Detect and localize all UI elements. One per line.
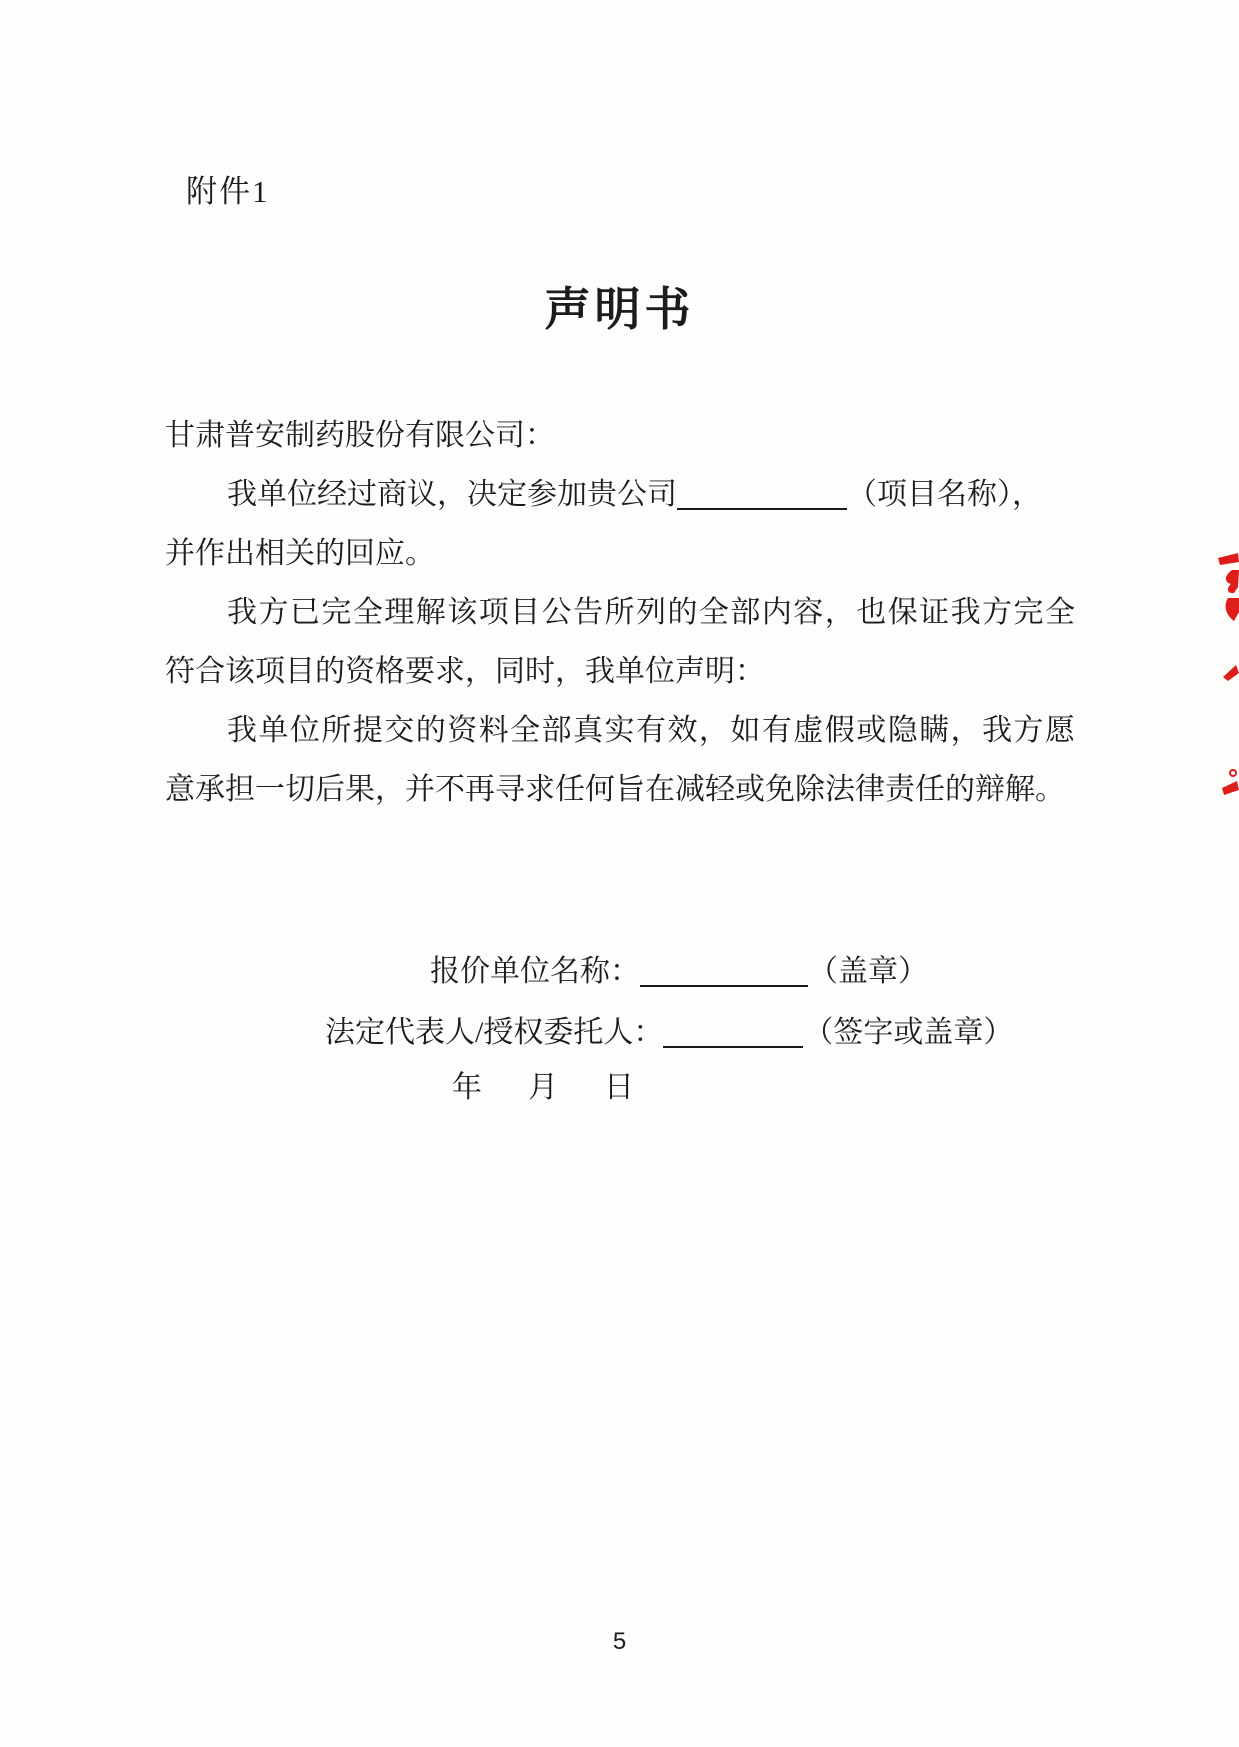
date-line: 年 月 日 bbox=[452, 1071, 642, 1104]
body-text: 我单位经过商议，决定参加贵公司 bbox=[227, 478, 677, 511]
body-line: 我单位所提交的资料全部真实有效，如有虚假或隐瞒，我方愿 bbox=[227, 714, 1075, 747]
attachment-label: 附件1 bbox=[186, 174, 270, 209]
document-body bbox=[165, 406, 1075, 819]
body-line: 符合该项目的资格要求，同时，我单位声明： bbox=[165, 655, 765, 688]
salutation: 甘肃普安制药股份有限公司： bbox=[165, 419, 555, 452]
signature-unit-line bbox=[430, 950, 928, 994]
body-line-project bbox=[165, 465, 1075, 524]
body-line: 并作出相关的回应。 bbox=[165, 537, 435, 570]
document-title: 声明书 bbox=[544, 284, 695, 335]
signature-representative-line bbox=[325, 1011, 1013, 1055]
body-text: （项目名称）， bbox=[847, 478, 1042, 511]
representative-blank-field bbox=[663, 1016, 803, 1048]
red-seal-fragment-icon bbox=[1220, 768, 1239, 798]
project-name-blank-field bbox=[677, 478, 847, 510]
representative-label: 法定代表人/授权委托人： bbox=[325, 1016, 664, 1049]
quote-unit-seal-note: （盖章） bbox=[808, 955, 928, 988]
body-line: 我方已完全理解该项目公告所列的全部内容，也保证我方完全 bbox=[227, 596, 1075, 629]
representative-sign-note: （签字或盖章） bbox=[803, 1016, 1014, 1049]
red-seal-fragment-icon bbox=[1223, 664, 1239, 682]
quote-unit-blank-field bbox=[640, 955, 808, 987]
red-seal-fragment-icon bbox=[1216, 552, 1239, 626]
page-number: 5 bbox=[612, 1628, 627, 1655]
body-line: 意承担一切后果，并不再寻求任何旨在减轻或免除法律责任的辩解。 bbox=[165, 773, 1065, 806]
quote-unit-label: 报价单位名称： bbox=[430, 955, 640, 988]
